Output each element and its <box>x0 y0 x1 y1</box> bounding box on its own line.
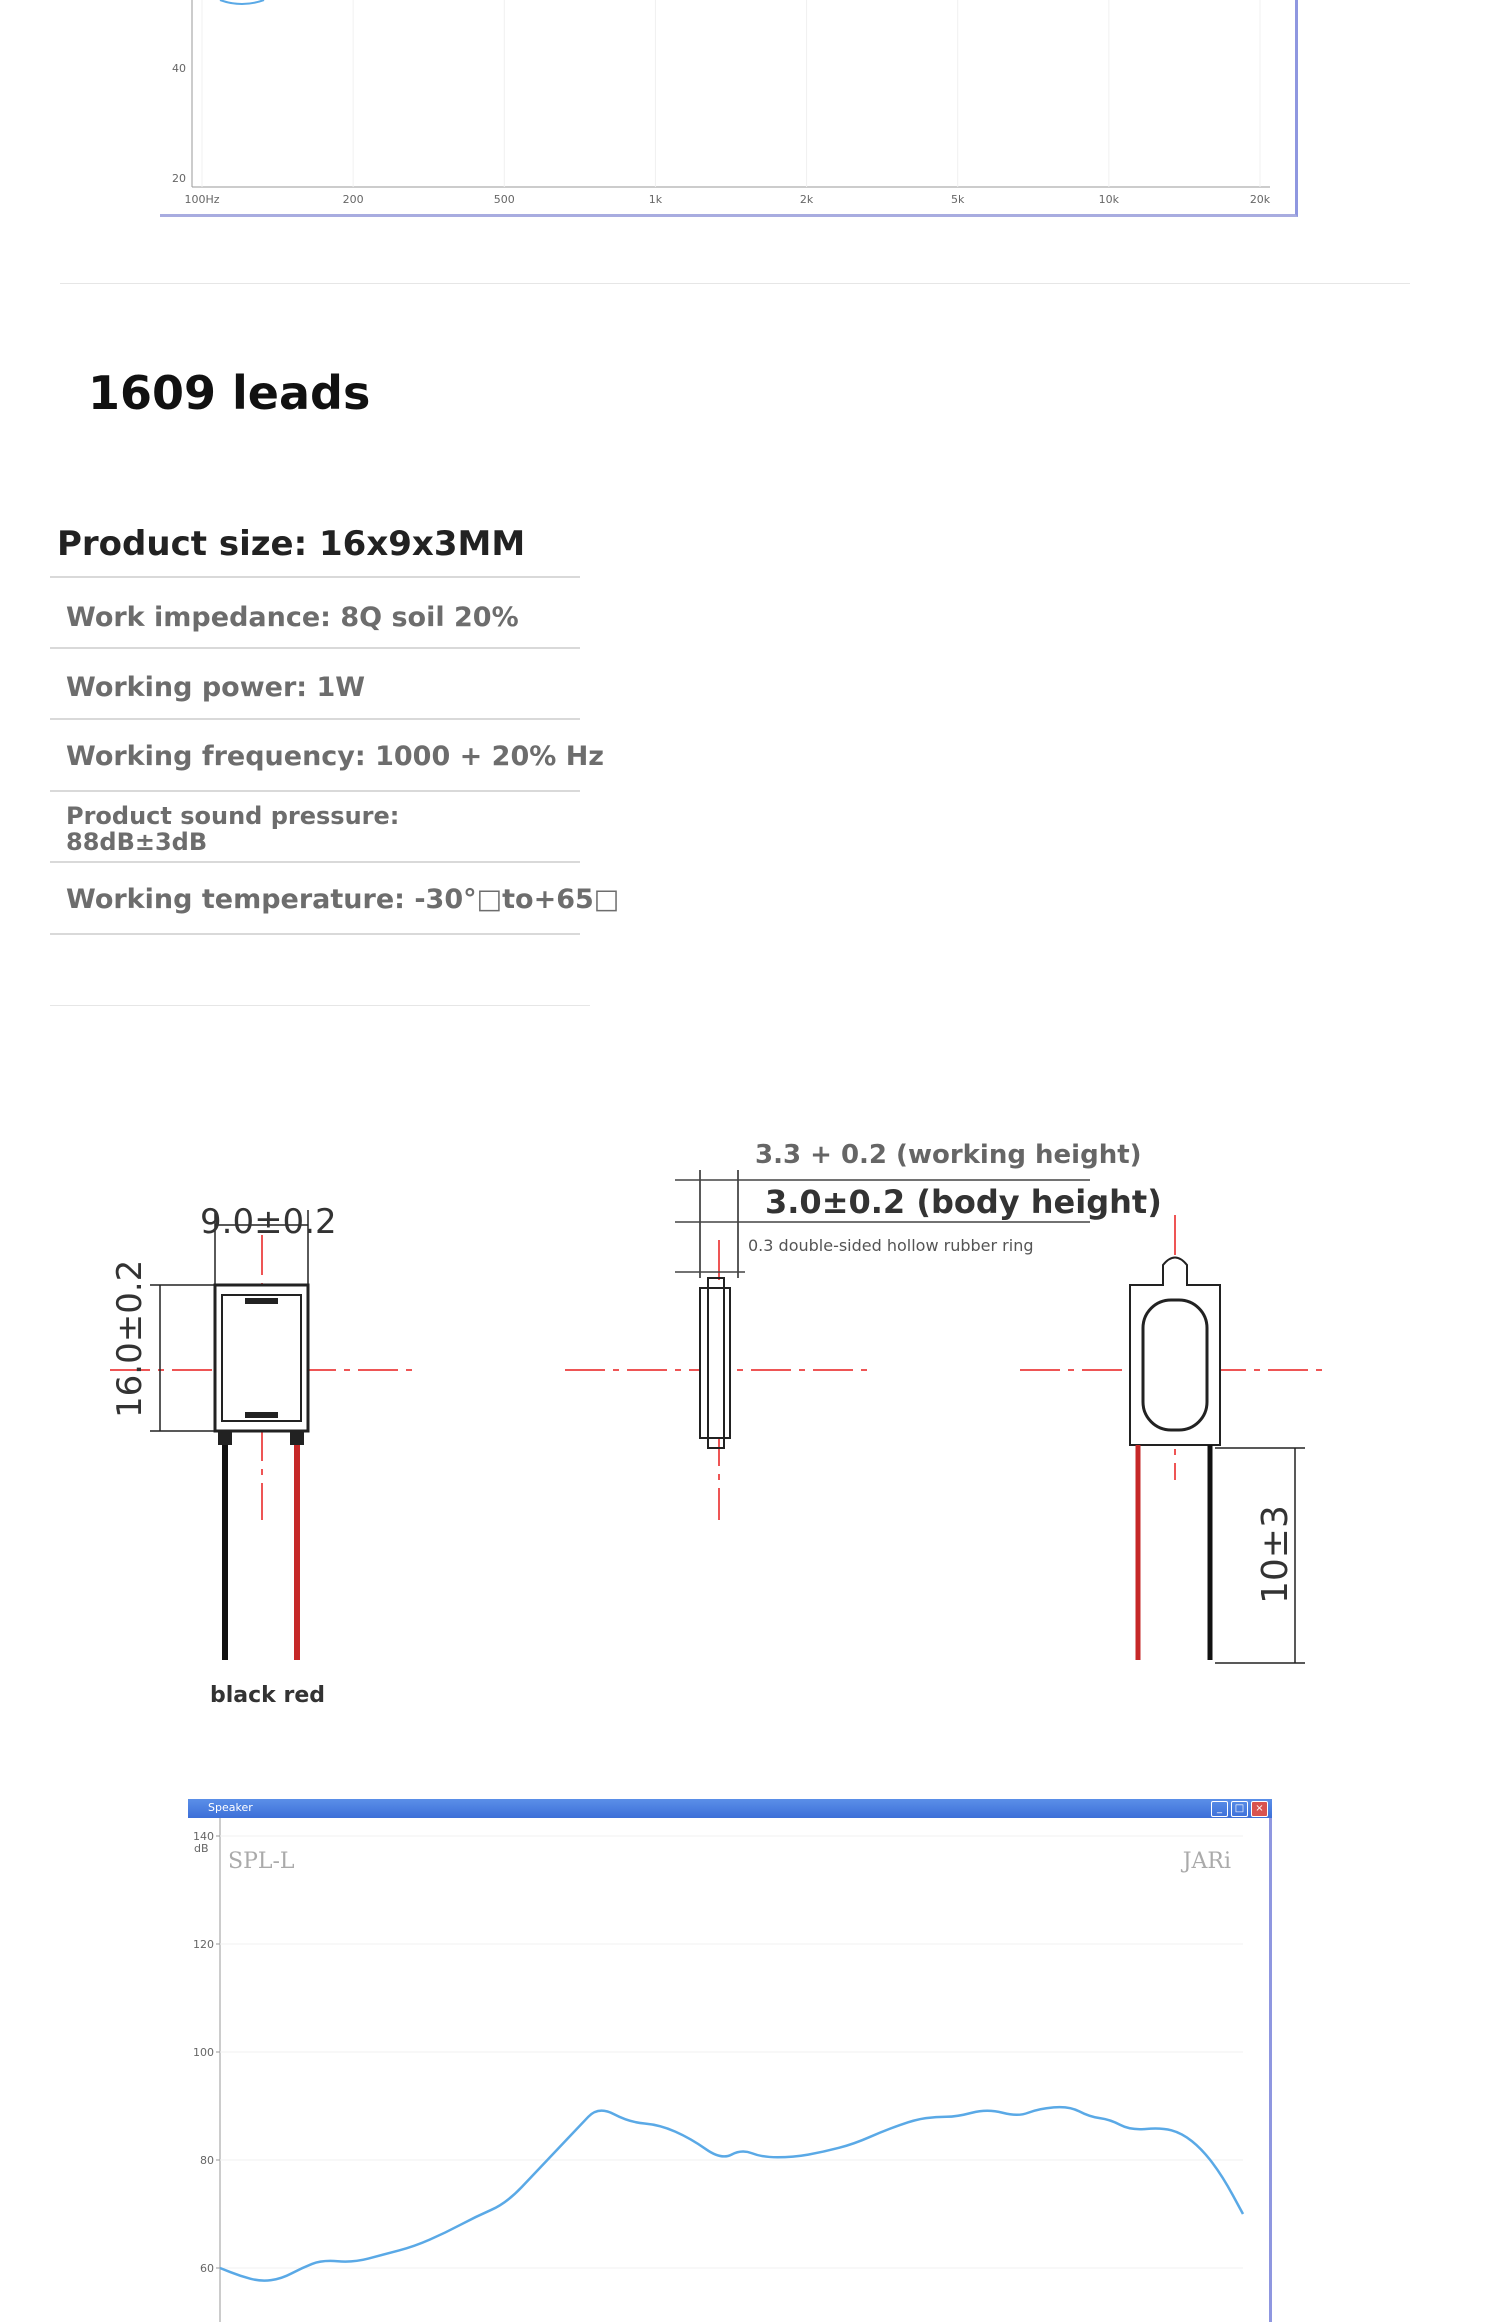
body-height-label: 3.0±0.2 (body height) <box>765 1183 1162 1221</box>
x-tick-label: 2k <box>799 193 814 206</box>
y-tick-label: 100 <box>193 2046 214 2059</box>
chart-brand: JARi <box>1182 1849 1231 1874</box>
spec-divider <box>50 718 580 720</box>
y-tick-label: 20 <box>172 172 186 185</box>
spec-divider <box>50 933 580 935</box>
bottom-chart-plot <box>188 1818 1269 2322</box>
height-dimension-label: 16.0±0.2 <box>110 1259 150 1418</box>
dimension-drawing <box>0 1100 1500 1740</box>
section-divider <box>50 1005 590 1006</box>
width-dimension-label: 9.0±0.2 <box>200 1202 337 1242</box>
spec-temperature: Working temperature: -30°□to+65□ <box>66 884 620 915</box>
x-tick-label: 200 <box>342 193 364 206</box>
spec-sound-pressure: Product sound pressure: 88dB±3dB <box>66 802 400 856</box>
y-tick-label: 60 <box>200 2262 214 2275</box>
front-view <box>110 1210 415 1660</box>
section-title: 1609 leads <box>88 366 371 420</box>
spec-product-size: Product size: 16x9x3MM <box>57 524 526 564</box>
spl-series-line <box>220 0 264 4</box>
side-view <box>565 1170 1090 1520</box>
spec-impedance: Work impedance: 8Q soil 20% <box>66 602 519 633</box>
y-unit-label: dB <box>194 1842 209 1855</box>
x-tick-label: 500 <box>493 193 515 206</box>
working-height-label: 3.3 + 0.2 (working height) <box>755 1140 1142 1170</box>
x-tick-label: 5k <box>951 193 965 206</box>
top-response-chart <box>160 0 1298 217</box>
x-tick-label: 100Hz <box>184 193 220 206</box>
y-tick-label: 40 <box>172 62 186 75</box>
minimize-icon[interactable]: _ <box>1211 1801 1228 1817</box>
x-tick-label: 20k <box>1249 193 1271 206</box>
maximize-icon[interactable]: □ <box>1231 1801 1248 1817</box>
lead-length-label: 10±3 <box>1255 1505 1296 1604</box>
chart-window-title: Speaker <box>208 1801 253 1814</box>
x-tick-label: 10k <box>1098 193 1120 206</box>
rubber-ring-label: 0.3 double-sided hollow rubber ring <box>748 1236 1034 1255</box>
y-tick-label: 80 <box>200 2154 214 2167</box>
top-chart-plot <box>160 0 1295 214</box>
bottom-response-chart <box>188 1818 1272 2322</box>
wire-color-label: black red <box>210 1683 325 1708</box>
spec-divider <box>50 861 580 863</box>
chart-window-titlebar <box>188 1799 1272 1818</box>
spec-divider <box>50 647 580 649</box>
close-icon[interactable]: × <box>1251 1801 1268 1817</box>
y-tick-label: 140 <box>193 1830 214 1843</box>
chart-title: SPL-L <box>228 1849 295 1874</box>
x-tick-label: 1k <box>648 193 663 206</box>
spec-frequency: Working frequency: 1000 + 20% Hz <box>66 741 605 772</box>
y-tick-label: 120 <box>193 1938 214 1951</box>
spec-power: Working power: 1W <box>66 672 366 703</box>
spec-divider <box>50 576 580 578</box>
spec-divider <box>50 790 580 792</box>
spl-series-line <box>220 2107 1243 2281</box>
section-divider <box>60 283 1410 284</box>
